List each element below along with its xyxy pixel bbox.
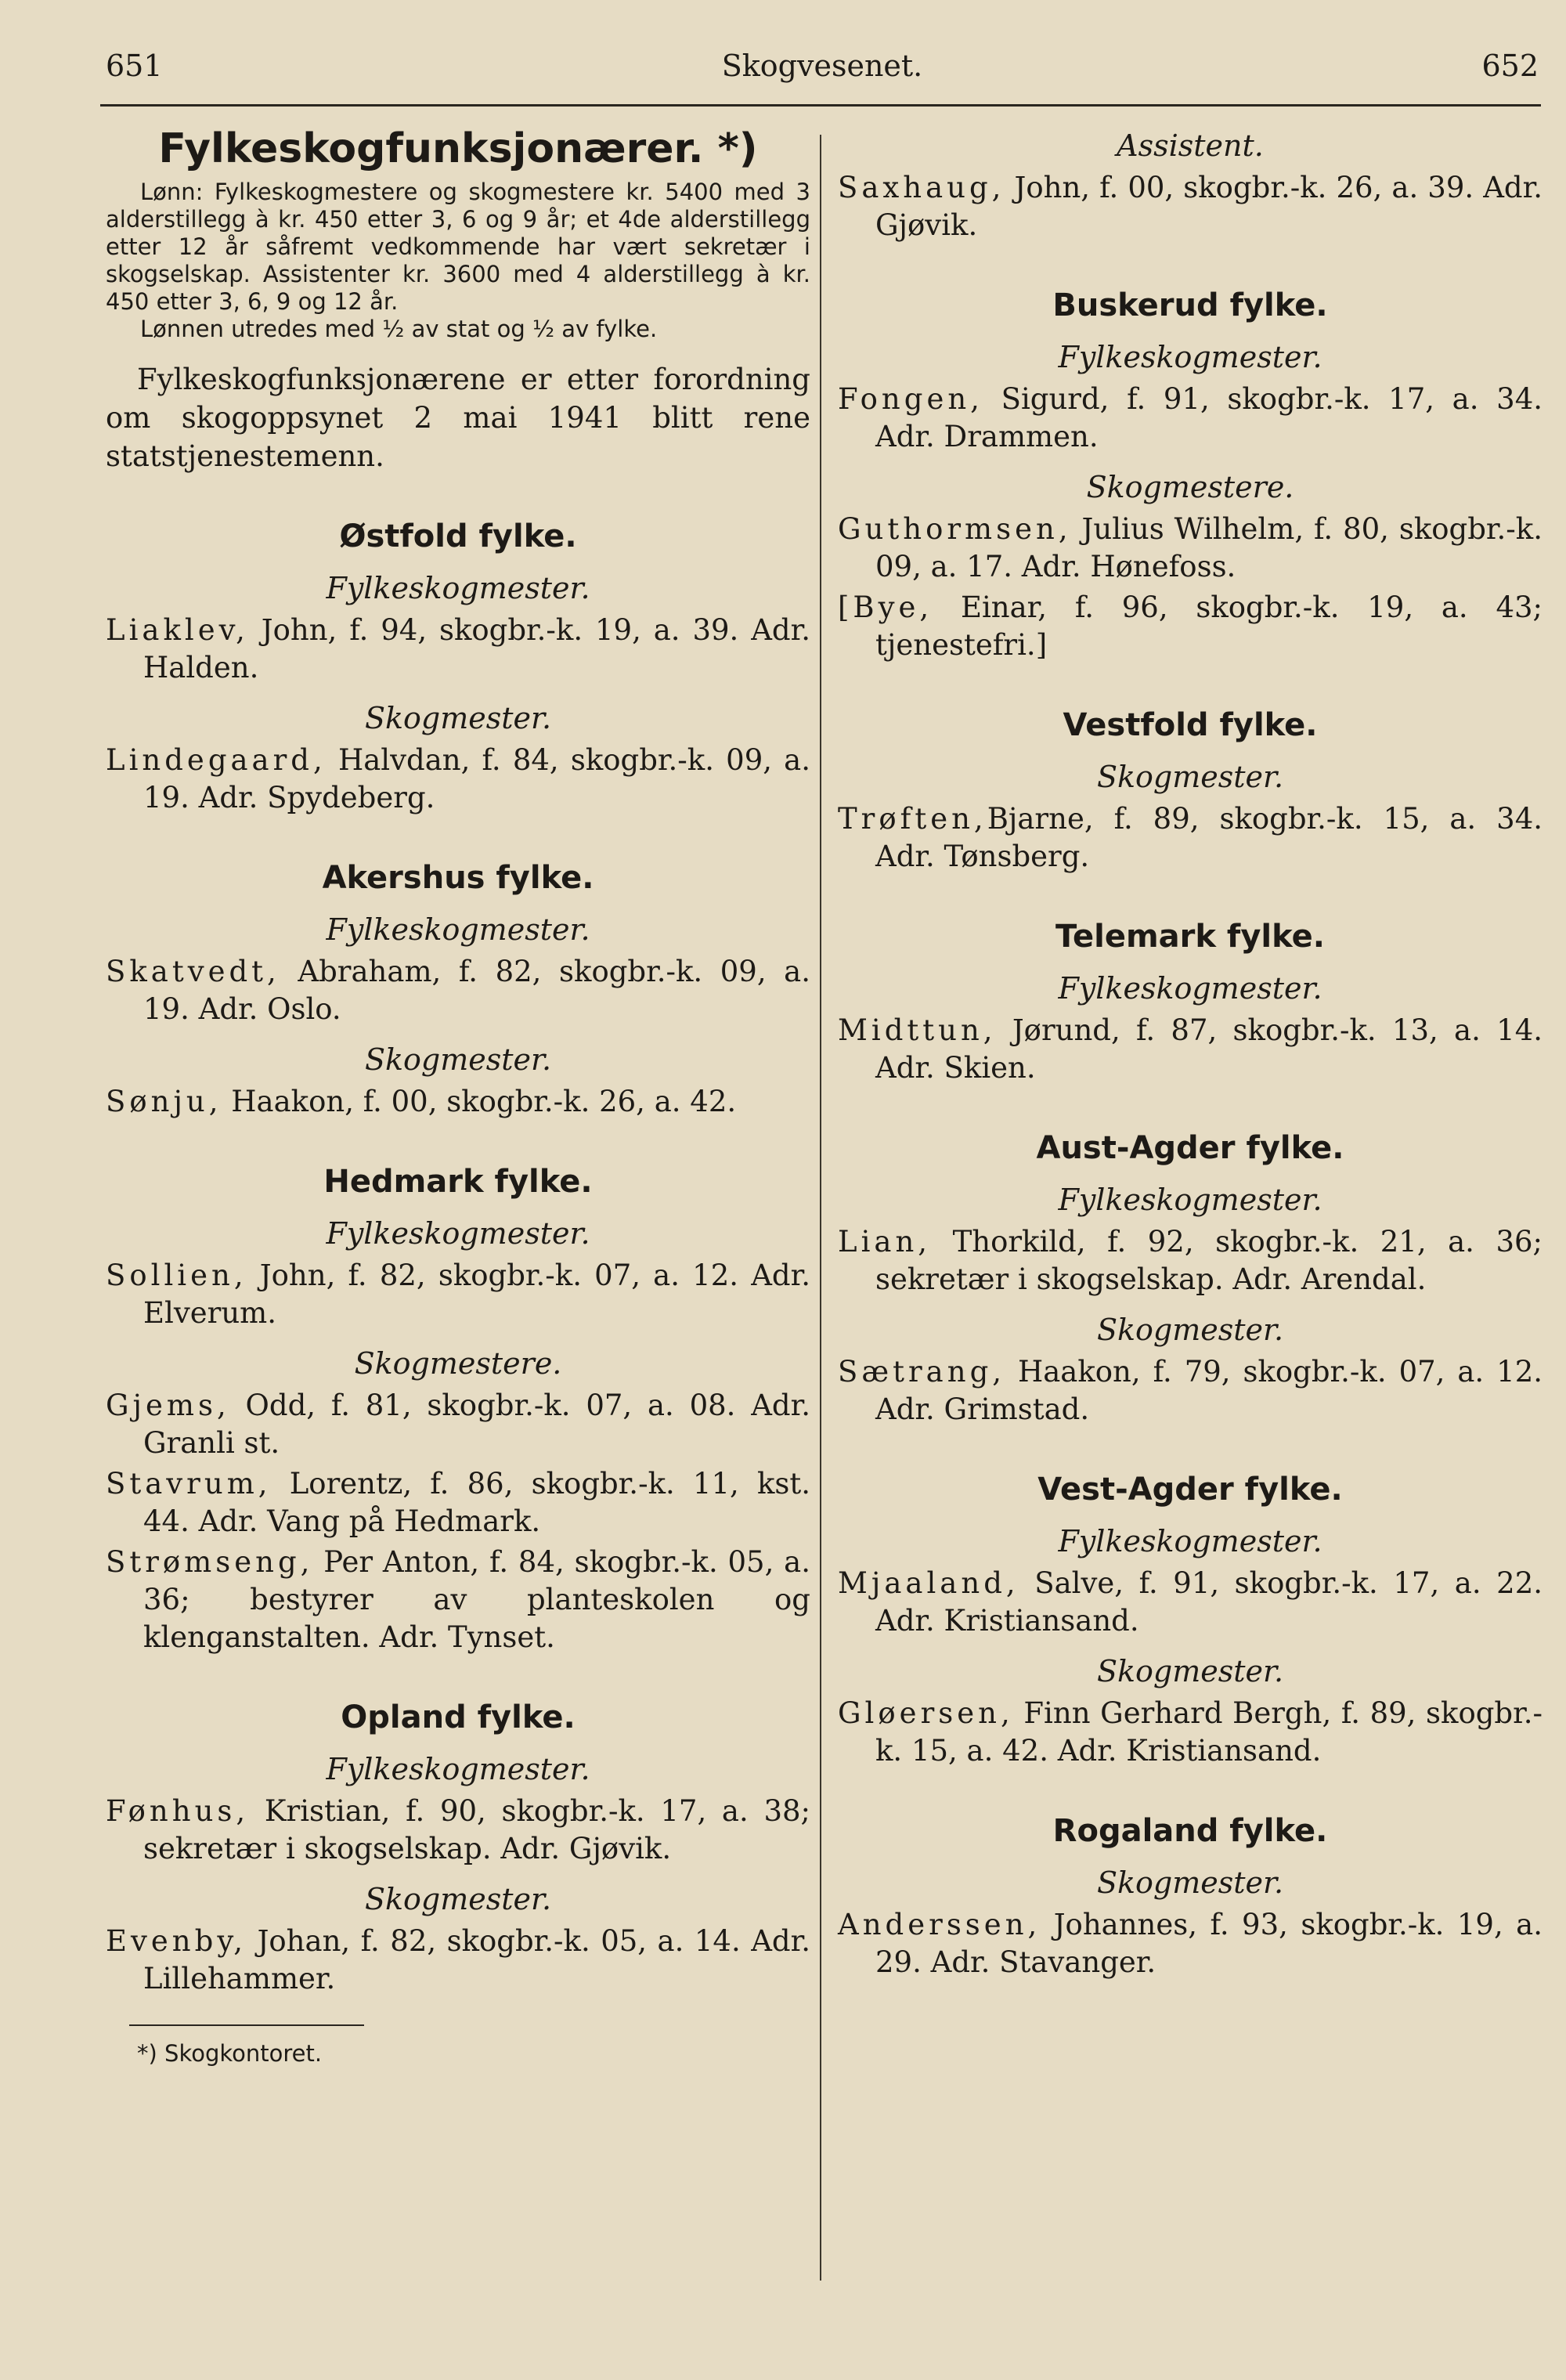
person-name: Stavrum, <box>106 1467 272 1501</box>
person-name: Fongen, <box>838 382 983 416</box>
section-aust-agder <box>838 1128 1543 1428</box>
footnote-rule <box>129 2024 364 2026</box>
person-name: Liaklev, <box>106 613 249 647</box>
role-heading: Skogmester. <box>1096 1865 1284 1900</box>
county-heading: Vestfold fylke. <box>1063 707 1318 743</box>
person-name: Anderssen, <box>838 1908 1041 1941</box>
person-name: Strømseng, <box>106 1545 314 1579</box>
person-entry <box>106 1793 810 1868</box>
running-header <box>106 49 1539 96</box>
role-heading: Skogmester. <box>364 701 552 735</box>
person-name: Evenby, <box>106 1924 247 1958</box>
role-heading: Fylkeskogmester. <box>326 1216 590 1251</box>
person-entry <box>838 1012 1543 1087</box>
county-heading: Opland fylke. <box>341 1699 576 1735</box>
role-heading: Fylkeskogmester. <box>1058 971 1322 1006</box>
role-heading: Fylkeskogmester. <box>326 912 590 947</box>
role-heading: Fylkeskogmester. <box>1058 1524 1322 1558</box>
section-opland-continued <box>838 125 1543 244</box>
header-rule <box>100 104 1541 107</box>
person-entry <box>106 1544 810 1656</box>
page-title: Fylkeskogfunksjonærer. *) <box>158 125 758 172</box>
person-entry <box>838 1223 1543 1298</box>
person-entry <box>838 169 1543 244</box>
role-heading: Skogmester. <box>1096 760 1284 794</box>
right-page-number: 652 <box>1481 49 1539 83</box>
role-heading: Fylkeskogmester. <box>1058 340 1322 374</box>
person-entry <box>838 1906 1543 1981</box>
person-name: Skatvedt, <box>106 955 280 988</box>
person-entry <box>838 511 1543 586</box>
county-heading: Hedmark fylke. <box>323 1164 593 1200</box>
left-column <box>106 125 810 2067</box>
section-vestfold <box>838 705 1543 876</box>
person-details: Haakon, f. 00, skogbr.-k. 26, a. 42. <box>222 1085 737 1118</box>
person-details: Jørund, f. 87, skogbr.-k. 13, a. 14. Adr. Skien. <box>875 1013 1543 1085</box>
person-entry <box>106 953 810 1028</box>
county-heading: Buskerud fylke. <box>1052 287 1328 323</box>
person-entry <box>106 1465 810 1540</box>
section-opland <box>106 1697 810 1998</box>
role-heading: Skogmestere. <box>354 1346 562 1381</box>
column-divider <box>820 135 821 2281</box>
person-details: Haakon, f. 79, skogbr.-k. 07, a. 12. Adr. Grimstad. <box>875 1355 1543 1426</box>
person-name: Sønju, <box>106 1085 222 1118</box>
role-heading: Skogmestere. <box>1086 470 1294 504</box>
county-heading: Aust-Agder fylke. <box>1036 1130 1344 1166</box>
person-entry <box>838 1353 1543 1428</box>
section-telemark <box>838 916 1543 1087</box>
person-details: Kristian, f. 90, skogbr.-k. 17, a. 38; sekretær i skogselskap. Adr. Gjøvik. <box>143 1794 810 1865</box>
county-heading: Akershus fylke. <box>322 860 594 896</box>
person-entry <box>838 589 1543 664</box>
person-details: Odd, f. 81, skogbr.-k. 07, a. 08. Adr. Granli st. <box>143 1389 810 1460</box>
salary-split-paragraph: Lønnen utredes med ½ av stat og ½ av fylke. <box>140 316 658 342</box>
person-details: Bjarne, f. 89, skogbr.-k. 15, a. 34. Adr. Tønsberg. <box>875 802 1543 873</box>
person-name: Lian, <box>838 1225 932 1259</box>
person-entry <box>838 1565 1543 1640</box>
person-name: Gløersen, <box>838 1696 1014 1730</box>
person-details: Per Anton, f. 84, skogbr.-k. 05, a. 36; bestyrer av planteskolen og klenganstalten. Adr. Tynset. <box>143 1545 810 1654</box>
role-heading: Skogmester. <box>1096 1654 1284 1688</box>
person-entry <box>106 742 810 817</box>
role-heading: Skogmester. <box>1096 1313 1284 1347</box>
role-heading: Fylkeskogmester. <box>326 571 590 605</box>
role-heading: Skogmester. <box>364 1042 552 1077</box>
right-column <box>838 125 1543 1985</box>
person-details: Finn Gerhard Bergh, f. 89, skogbr.-k. 15, a. 42. Adr. Kristiansand. <box>875 1696 1543 1768</box>
person-details: Thorkild, f. 92, skogbr.-k. 21, a. 36; sekretær i skogselskap. Adr. Arendal. <box>875 1225 1543 1296</box>
section-vest-agder <box>838 1469 1543 1770</box>
county-heading: Vest-Agder fylke. <box>1037 1472 1343 1508</box>
person-entry <box>106 1257 810 1332</box>
footnote: *) Skogkontoret. <box>137 2040 323 2067</box>
role-heading: Fylkeskogmester. <box>326 1752 590 1786</box>
person-entry <box>106 1083 810 1121</box>
section-hedmark <box>106 1161 810 1656</box>
person-entry <box>838 381 1543 456</box>
person-name: Sætrang, <box>838 1355 1006 1389</box>
person-name: Sollien, <box>106 1259 247 1292</box>
running-title: Skogvesenet. <box>721 49 923 83</box>
person-name: Fønhus, <box>106 1794 250 1828</box>
salary-paragraph: Lønn: Fylkeskogmestere og skogmestere kr. 5400 med 3 alderstillegg à kr. 450 etter 3, 6 og 9 år; et 4de alderstillegg etter 12 år såfremt vedkommende har vært sekretær i skogselskap. Assistenter kr. 3600 med 4 alderstillegg à kr. 450 etter 3, 6, 9 og 12 år. <box>106 179 810 315</box>
section-rogaland <box>838 1811 1543 1981</box>
person-entry <box>106 1923 810 1998</box>
county-heading: Telemark fylke. <box>1055 919 1325 955</box>
person-details: Lorentz, f. 86, skogbr.-k. 11, kst. 44. Adr. Vang på Hedmark. <box>143 1467 810 1538</box>
person-name: Midttun, <box>838 1013 997 1047</box>
person-entry <box>106 1387 810 1462</box>
ordinance-paragraph: Fylkeskogfunksjonærene er etter forordning om skogoppsynet 2 mai 1941 blitt rene statstjenestemenn. <box>106 363 810 473</box>
person-name: Mjaaland, <box>838 1566 1019 1600</box>
person-details: Halvdan, f. 84, skogbr.-k. 09, a. 19. Adr. Spydeberg. <box>143 743 810 814</box>
person-details: Sigurd, f. 91, skogbr.-k. 17, a. 34. Adr. Drammen. <box>875 382 1543 453</box>
person-name: [Bye, <box>838 590 933 624</box>
person-details: John, f. 82, skogbr.-k. 07, a. 12. Adr. Elverum. <box>143 1259 810 1330</box>
person-entry <box>106 612 810 687</box>
person-name: Guthormsen, <box>838 512 1072 546</box>
section-akershus <box>106 858 810 1121</box>
person-details: Johan, f. 82, skogbr.-k. 05, a. 14. Adr. Lillehammer. <box>143 1924 810 1995</box>
left-page-number: 651 <box>106 49 163 83</box>
person-details: Julius Wilhelm, f. 80, skogbr.-k. 09, a. 17. Adr. Hønefoss. <box>875 512 1543 583</box>
county-heading: Østfold fylke. <box>339 518 577 554</box>
role-heading: Fylkeskogmester. <box>1058 1183 1322 1217</box>
person-details: Johannes, f. 93, skogbr.-k. 19, a. 29. Adr. Stavanger. <box>875 1908 1543 1979</box>
person-entry <box>838 1695 1543 1770</box>
person-name: Gjems, <box>106 1389 230 1422</box>
role-heading: Skogmester. <box>364 1882 552 1916</box>
section-buskerud <box>838 285 1543 664</box>
section-ostfold <box>106 516 810 817</box>
person-name: Saxhaug, <box>838 171 1005 204</box>
person-details: Einar, f. 96, skogbr.-k. 19, a. 43; tjenestefri.] <box>875 590 1543 662</box>
county-heading: Rogaland fylke. <box>1052 1813 1328 1849</box>
person-name: Trøften, <box>838 802 987 836</box>
person-details: Abraham, f. 82, skogbr.-k. 09, a. 19. Adr. Oslo. <box>143 955 810 1026</box>
person-details: John, f. 94, skogbr.-k. 19, a. 39. Adr. Halden. <box>143 613 810 684</box>
person-entry <box>838 800 1543 876</box>
role-heading: Assistent. <box>1117 128 1264 163</box>
person-details: Salve, f. 91, skogbr.-k. 17, a. 22. Adr. Kristiansand. <box>875 1566 1543 1638</box>
person-name: Lindegaard, <box>106 743 327 777</box>
person-details: John, f. 00, skogbr.-k. 26, a. 39. Adr. Gjøvik. <box>875 171 1543 242</box>
